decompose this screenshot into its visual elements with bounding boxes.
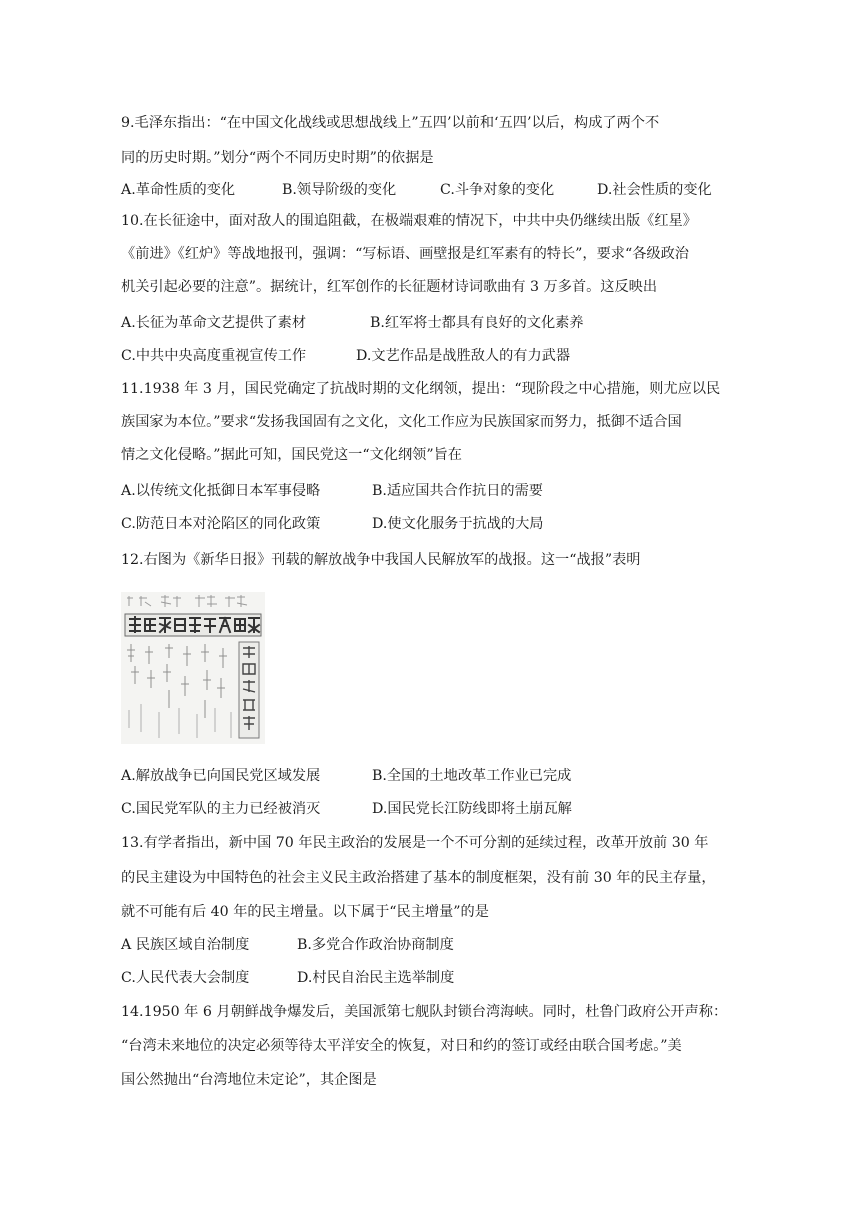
newspaper-war-report-image [121,592,265,744]
q11-option-b: B.适应国共合作抗日的需要 [372,483,543,499]
q9-option-c: C.斗争对象的变化 [440,182,555,198]
q11-option-c: C.防范日本对沦陷区的同化政策 [121,516,321,532]
q13-option-c: C.人民代表大会制度 [121,970,250,986]
q10-stem-line-3: 机关引起必要的注意”。据统计，红军创作的长征题材诗词歌曲有 3 万多首。这反映出 [121,279,658,295]
q10-option-a: A.长征为革命文艺提供了素材 [121,315,307,331]
q13-option-d: D.村民自治民主选举制度 [297,970,455,986]
q14-stem-line-2: “台湾未来地位的决定必须等待太平洋安全的恢复，对日和约的签订或经由联合国考虑。”美 [121,1038,682,1054]
q12-option-a: A.解放战争已向国民党区域发展 [121,768,321,784]
q14-stem-line-3: 国公然抛出“台湾地位未定论”，其企图是 [121,1072,377,1088]
q9-option-a: A.革命性质的变化 [121,182,236,198]
q13-stem-line-1: 13.有学者指出，新中国 70 年民主政治的发展是一个不可分割的延续过程，改革开放前 30 年 [121,835,709,851]
q10-option-b: B.红军将士都具有良好的文化素养 [370,315,584,331]
q14-stem-line-1: 14.1950 年 6 月朝鲜战争爆发后，美国派第七舰队封锁台湾海峡。同时，杜鲁门政府公开声称： [121,1004,728,1020]
q9-option-d: D.社会性质的变化 [597,182,712,198]
q10-stem-line-2: 《前进》《红炉》等战地报刊，强调：“写标语、画壁报是红军素有的特长”，要求“各级政治 [121,246,689,262]
q11-stem-line-1: 11.1938 年 3 月，国民党确定了抗战时期的文化纲领，提出：“现阶段之中心措施，则尤应以民 [121,381,721,397]
q13-stem-line-3: 就不可能有后 40 年的民主增量。以下属于“民主增量”的是 [121,904,489,920]
q9-option-b: B.领导阶级的变化 [282,182,397,198]
q12-option-d: D.国民党长江防线即将土崩瓦解 [372,801,572,817]
q12-stem-line-1: 12.右图为《新华日报》刊载的解放战争中我国人民解放军的战报。这一“战报”表明 [121,552,641,568]
q11-stem-line-3: 情之文化侵略。”据此可知，国民党这一“文化纲领”旨在 [121,447,462,463]
q9-stem-line-2: 同的历史时期。”划分“两个不同历史时期”的依据是 [121,150,434,166]
q10-option-c: C.中共中央高度重视宣传工作 [121,348,307,364]
q11-stem-line-2: 族国家为本位。”要求“发扬我国固有之文化，文化工作应为民族国家而努力，抵御不适合国 [121,414,682,430]
q10-option-d: D.文艺作品是战胜敌人的有力武器 [356,348,571,364]
q12-option-c: C.国民党军队的主力已经被消灭 [121,801,321,817]
q9-stem-line-1: 9.毛泽东指出：“在中国文化战线或思想战线上”五四’以前和‘五四’以后，构成了两个不 [121,115,660,131]
q13-stem-line-2: 的民主建设为中国特色的社会主义民主政治搭建了基本的制度框架，没有前 30 年的民主存量， [121,870,716,886]
q11-option-d: D.使文化服务于抗战的大局 [372,516,544,532]
q11-option-a: A.以传统文化抵御日本军事侵略 [121,483,321,499]
q13-option-b: B.多党合作政治协商制度 [297,937,454,953]
q13-option-a: A 民族区域自治制度 [121,937,250,953]
q10-stem-line-1: 10.在长征途中，面对敌人的围追阻截，在极端艰难的情况下，中共中央仍继续出版《红星》 [121,213,697,229]
q12-option-b: B.全国的土地改革工作业已完成 [372,768,572,784]
